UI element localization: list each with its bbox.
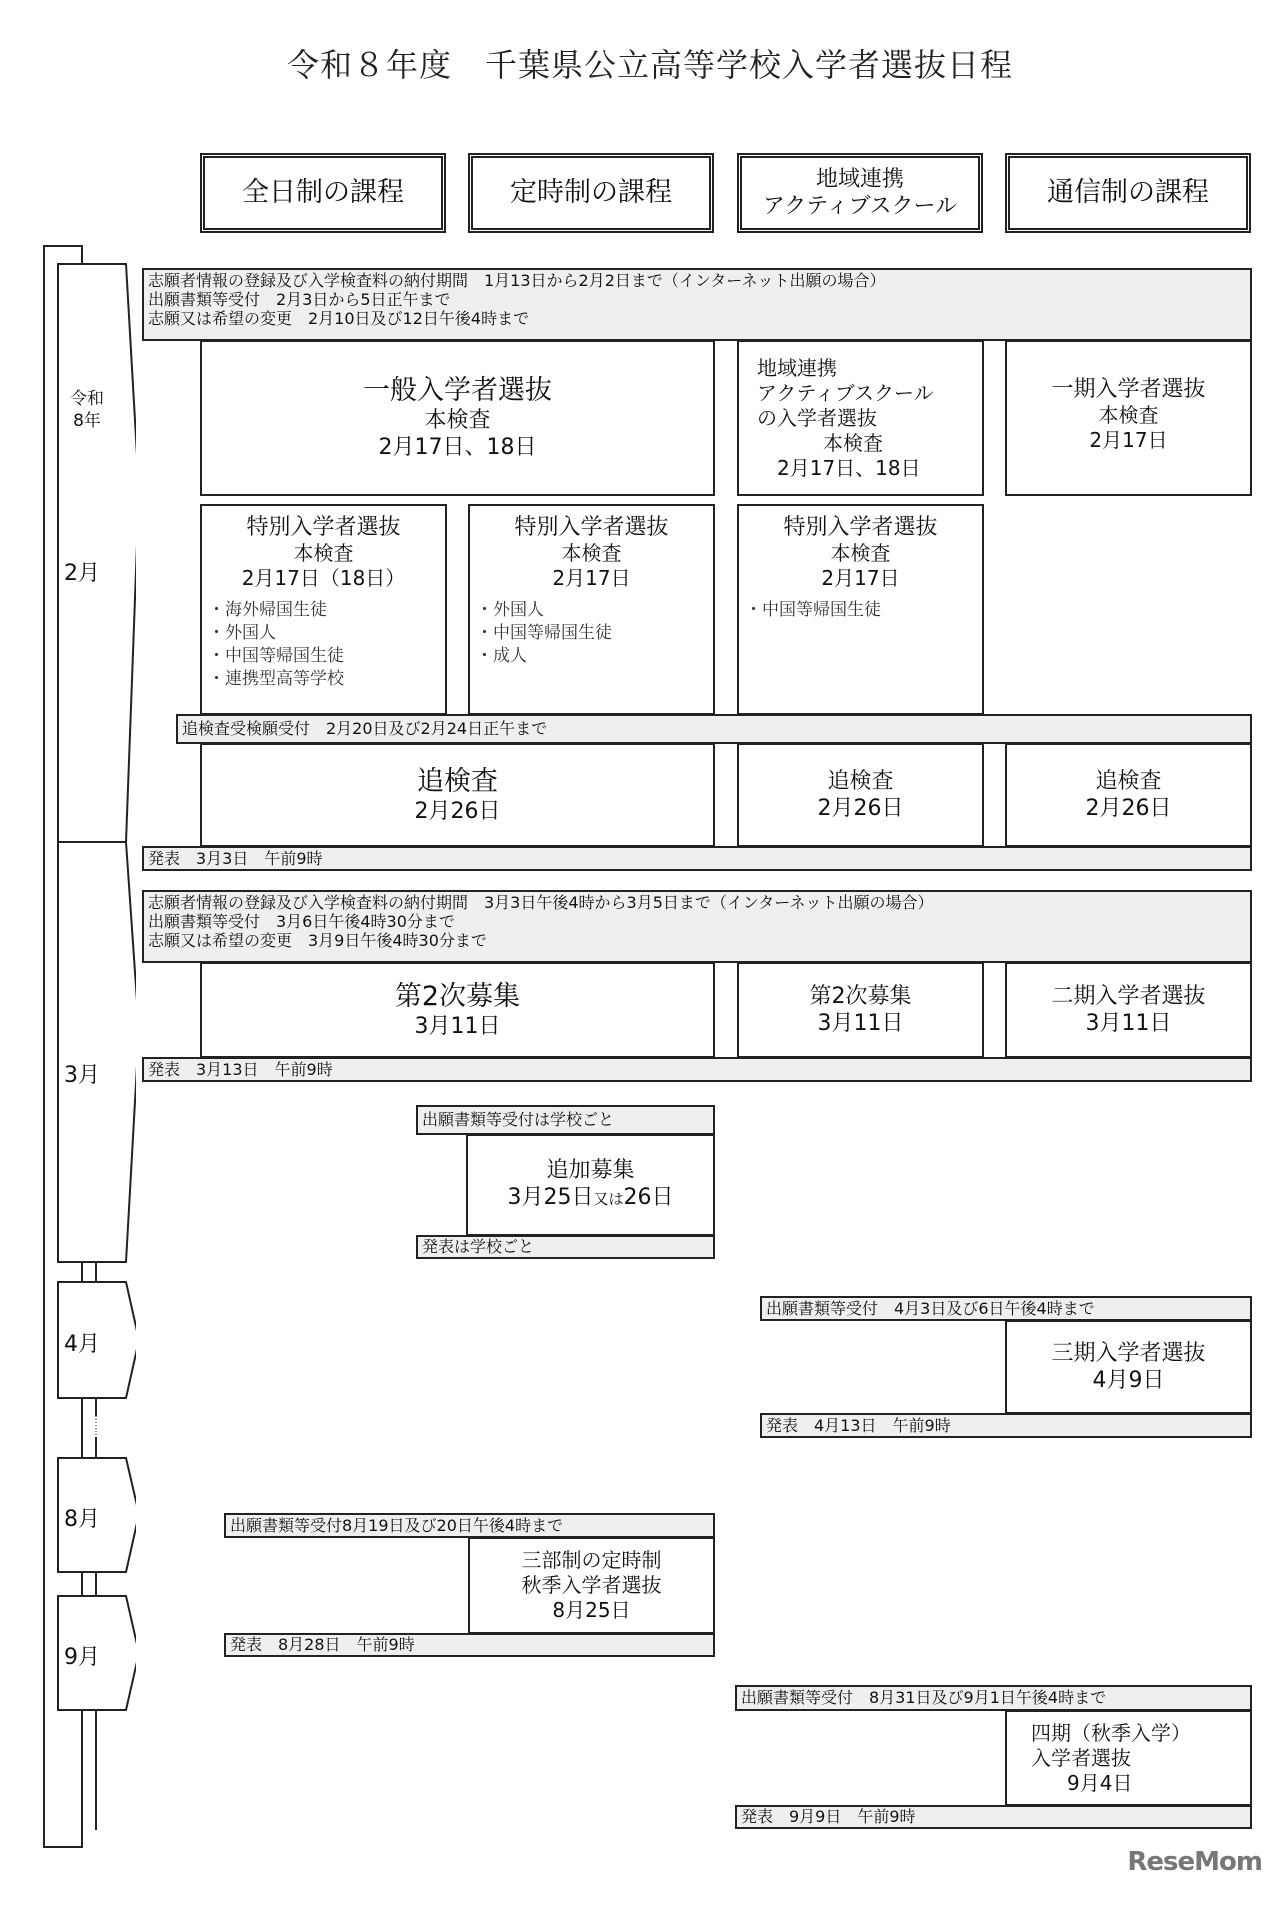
additional-date: [507, 1184, 673, 1213]
second-date: 3月11日: [817, 1011, 904, 1036]
makeup-title: 追検査: [827, 769, 894, 794]
mar-info-box: [142, 890, 1252, 963]
third-date: 4月9日: [1092, 1368, 1165, 1393]
header-active-line1: 地域連携: [815, 167, 904, 192]
additional-footer-bar: 発表は学校ごと: [416, 1235, 715, 1259]
autumn-line2: 秋季入学者選抜: [521, 1573, 662, 1597]
active-line3: の入学者選抜: [757, 405, 877, 430]
second-active-box: [737, 962, 984, 1058]
feb-announcement-bar: 発表 3月3日 午前9時: [142, 846, 1252, 871]
additional-title: 追加募集: [546, 1158, 635, 1183]
header-correspondence-label: 通信制の課程: [1047, 177, 1209, 208]
special-sub: 本検査: [561, 541, 622, 565]
list-item: ・ 中国等帰国生徒: [745, 599, 881, 622]
mar-info-line: 志願者情報の登録及び入学検査料の納付期間 3月3日午後4時から3月5日まで（インターネット出願の場合）: [148, 893, 934, 912]
special-active-box: [737, 504, 984, 715]
makeup-title: 追検査: [417, 765, 498, 797]
autumn-line1: 三部制の定時制: [521, 1548, 662, 1572]
header-active-line2: アクティブスクール: [762, 194, 958, 219]
special-title: 特別入学者選抜: [246, 515, 401, 540]
era-label: [64, 388, 110, 432]
makeup-date: 2月26日: [817, 796, 904, 821]
list-item: ・ 中国等帰国生徒: [208, 645, 344, 668]
general-date: 2月17日、18日: [378, 435, 537, 460]
era-name: 令和: [70, 389, 104, 409]
autumn-date: 8月25日: [552, 1598, 631, 1622]
special-date: 2月17日（18日）: [241, 566, 406, 590]
correspondence-first-box: [1005, 340, 1252, 496]
second-date: 3月11日: [414, 1013, 501, 1039]
mar-info-line: 出願書類等受付 3月6日午後4時30分まで: [148, 912, 455, 931]
makeup-active-box: [737, 743, 984, 847]
makeup-date: 2月26日: [414, 798, 501, 824]
additional-date-a: 3月25日: [507, 1185, 594, 1210]
third-selection-box: [1005, 1320, 1252, 1414]
month-aug: 8月: [64, 1507, 100, 1532]
sep-header-bar: 出願書類等受付 8月31日及び9月1日午後4時まで: [735, 1685, 1252, 1711]
month-feb: 2月: [64, 561, 100, 586]
active-line1: 地域連携: [757, 355, 837, 380]
special-sub: 本検査: [293, 541, 354, 565]
header-parttime: [468, 153, 714, 233]
header-fulltime-label: 全日制の課程: [242, 177, 404, 208]
second-title: 第2次募集: [809, 984, 912, 1009]
second-date: 3月11日: [1085, 1011, 1172, 1036]
makeup-correspondence-box: [1005, 743, 1252, 847]
additional-recruitment-box: [466, 1134, 715, 1236]
fourth-date: 9月4日: [1067, 1770, 1133, 1795]
list-item: ・ 成人: [476, 645, 612, 668]
month-apr: 4月: [64, 1332, 100, 1357]
second-title: 第2次募集: [394, 980, 521, 1012]
sep-footer-bar: 発表 9月9日 午前9時: [735, 1805, 1252, 1829]
second-fulltime-box: [200, 962, 715, 1058]
general-title: 一般入学者選抜: [363, 375, 552, 406]
month-mar: 3月: [64, 1063, 100, 1088]
feb-info-line: 志願者情報の登録及び入学検査料の納付期間 1月13日から2月2日まで（インターネット出願の場合）: [148, 271, 886, 290]
month-sep: 9月: [64, 1645, 100, 1670]
special-title: 特別入学者選抜: [783, 515, 938, 540]
active-sub: 本検査: [823, 430, 883, 455]
special-fulltime-box: [200, 504, 447, 715]
special-sub: 本検査: [830, 541, 891, 565]
page-title: 令和８年度 千葉県公立高等学校入学者選抜日程: [286, 46, 1013, 84]
second-title: 二期入学者選抜: [1051, 984, 1206, 1009]
resemom-logo: ReseMom: [1127, 1847, 1262, 1877]
autumn-parttime-box: [468, 1537, 715, 1634]
apr-header-bar: 出願書類等受付 4月3日及び6日午後4時まで: [760, 1296, 1252, 1321]
aug-footer-bar: 発表 8月28日 午前9時: [224, 1633, 715, 1657]
special-fulltime-list: [202, 599, 344, 691]
active-line2: アクティブスクール: [757, 380, 934, 405]
additional-date-or: 又は: [593, 1190, 624, 1208]
list-item: ・ 連携型高等学校: [208, 668, 344, 691]
general-sub: 本検査: [424, 408, 491, 433]
special-parttime-box: [468, 504, 715, 715]
fourth-selection-box: [1005, 1710, 1252, 1806]
feb-info-line: 出願書類等受付 2月3日から5日正午まで: [148, 290, 451, 309]
feb-info-box: [142, 268, 1252, 341]
header-fulltime: [200, 153, 446, 233]
header-active-school: [737, 153, 983, 233]
makeup-date: 2月26日: [1085, 796, 1172, 821]
first-date: 2月17日: [1089, 428, 1168, 452]
special-parttime-list: [470, 599, 612, 668]
active-school-selection-box: [737, 340, 984, 496]
special-date: 2月17日: [821, 566, 900, 590]
apr-footer-bar: 発表 4月13日 午前9時: [760, 1413, 1252, 1438]
list-item: ・ 外国人: [208, 622, 344, 645]
makeup-title: 追検査: [1095, 769, 1162, 794]
aug-header-bar: 出願書類等受付8月19日及び20日午後4時まで: [224, 1513, 715, 1538]
additional-date-b: 26日: [623, 1185, 674, 1210]
timeline-months: [56, 262, 136, 1832]
second-correspondence-box: [1005, 962, 1252, 1058]
first-title: 一期入学者選抜: [1051, 377, 1206, 402]
header-parttime-label: 定時制の課程: [510, 177, 672, 208]
special-active-list: [739, 599, 881, 622]
makeup-fulltime-box: [200, 743, 715, 847]
general-selection-box: [200, 340, 715, 496]
list-item: ・ 海外帰国生徒: [208, 599, 344, 622]
third-title: 三期入学者選抜: [1051, 1341, 1206, 1366]
mar-info-line: 志願又は希望の変更 3月9日午後4時30分まで: [148, 931, 487, 950]
header-correspondence: [1005, 153, 1251, 233]
feb-info-line: 志願又は希望の変更 2月10日及び12日午後4時まで: [148, 309, 530, 328]
fourth-line1: 四期（秋季入学）: [1031, 1720, 1191, 1745]
list-item: ・ 外国人: [476, 599, 612, 622]
makeup-application-bar: 追検査受検願受付 2月20日及び2月24日正午まで: [176, 714, 1252, 744]
fourth-line2: 入学者選抜: [1031, 1745, 1131, 1770]
special-title: 特別入学者選抜: [514, 515, 669, 540]
active-date: 2月17日、18日: [777, 455, 921, 480]
special-date: 2月17日: [552, 566, 631, 590]
list-item: ・ 中国等帰国生徒: [476, 622, 612, 645]
era-year: 8年: [73, 411, 101, 431]
additional-header-bar: 出願書類等受付は学校ごと: [416, 1105, 715, 1135]
first-sub: 本検査: [1098, 403, 1159, 427]
mar-announcement-bar: 発表 3月13日 午前9時: [142, 1057, 1252, 1082]
